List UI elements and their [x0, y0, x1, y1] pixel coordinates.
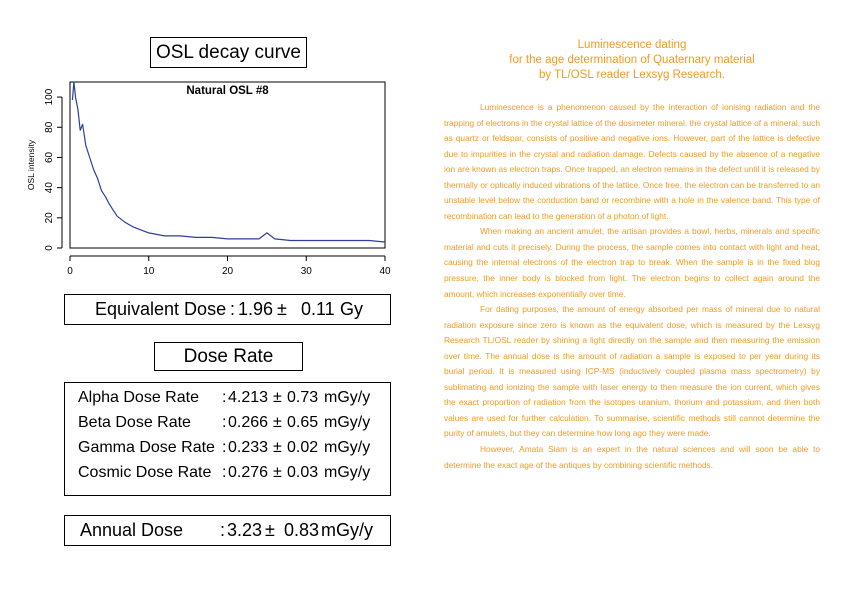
dose-rate-label: Beta Dose Rate [78, 414, 191, 431]
dose-rate-pm: ± [273, 439, 282, 456]
equivalent-dose-box [64, 294, 391, 325]
dose-rate-error: 0.02 [287, 439, 319, 456]
equivalent-dose-unit: Gy [340, 299, 364, 319]
article [444, 38, 820, 473]
osl-decay-chart [0, 78, 400, 286]
annual-dose-error: 0.83 [284, 520, 320, 540]
y-tick-label: 60 [44, 151, 55, 164]
dose-rate-label: Gamma Dose Rate [78, 439, 215, 456]
equivalent-dose-value: 1.96 [238, 299, 274, 319]
dose-rate-pm: ± [273, 414, 282, 431]
y-tick-label: 20 [44, 212, 55, 224]
equivalent-dose-error: 0.11 [301, 299, 335, 319]
equivalent-dose-colon: : [230, 299, 236, 319]
dose-rate-error: 0.03 [287, 464, 319, 481]
dose-rate-error: 0.65 [287, 414, 319, 431]
dose-rate-colon: : [222, 464, 227, 481]
dose-rate-error: 0.73 [287, 389, 319, 406]
chart-title: Natural OSL #8 [186, 85, 269, 97]
dose-rate-unit: mGy/y [324, 439, 371, 456]
osl-series-line [72, 82, 385, 242]
y-axis-label: OSL intensity [26, 139, 36, 191]
annual-dose-box [64, 515, 391, 546]
dose-rate-value: 0.233 [228, 439, 269, 456]
y-tick-label: 40 [44, 182, 55, 194]
article-paragraph: For dating purposes, the amount of energy absorbed per mass of mineral due to natural radiation exposure since zero is known as the equivalent dose, which is measured by the Lexsyg Research TL/OSL reader by shining a light directly on the sample and then measuring the emission over time. The annual dose is the amount of radiation a sample is exposed to per year during its burial period. It is measured using ICP-MS (inductively coupled plasma mass spectrometry) by sublimating and ionizing the sample with laser energy to then measure the ion current, which gives the exact proportion of radiation from the isotopes uranium, thorium and potassium, and then both values are used for further calculation. To summarise, scientific methods still cannot determine the purity of amulets, but they can determine how long ago they were made. [444, 304, 820, 439]
x-tick-label: 20 [221, 266, 234, 277]
equivalent-dose-label: Equivalent Dose [95, 299, 227, 319]
dose-rate-value: 0.266 [228, 414, 269, 431]
dose-rate-label: Alpha Dose Rate [78, 389, 199, 406]
dose-rate-pm: ± [273, 389, 282, 406]
article-heading-line: for the age determination of Quaternary material [509, 54, 755, 66]
dose-rate-unit: mGy/y [324, 414, 371, 431]
dose-rate-box [64, 382, 391, 496]
article-paragraph: However, Amata Siam is an expert in the natural sciences and will soon be able to determine the exact age of the antiques by combining scientific methods. [444, 444, 820, 470]
article-heading [444, 38, 820, 83]
dose-rate-colon: : [222, 414, 227, 431]
y-tick-label: 100 [44, 88, 55, 106]
x-tick-label: 40 [379, 266, 391, 277]
osl-decay-curve-title: OSL decay curve [150, 37, 307, 68]
article-heading-line: by TL/OSL reader Lexsyg Research. [538, 69, 725, 81]
x-tick-label: 10 [143, 266, 155, 277]
dose-rate-unit: mGy/y [324, 464, 371, 481]
dose-rate-label: Cosmic Dose Rate [78, 464, 212, 481]
annual-dose-pm: ± [265, 520, 275, 540]
article-heading-line: Luminescence dating [577, 39, 687, 51]
dose-rate-value: 4.213 [228, 389, 269, 406]
annual-dose-unit: mGy/y [321, 520, 373, 540]
x-tick-label: 0 [67, 266, 73, 277]
article-paragraph: When making an ancient amulet, the artisan provides a bowl, herbs, minerals and specific material and cuts it precisely. During the process, the sample comes into contact with light and heat, causing the internal electrons of the electron trap to break. When the sample is in the fixed blog pressure, the inner body is blocked from light. The electron begins to collect again around the amount, which increases exponentially over time. [444, 226, 820, 299]
dose-rate-pm: ± [273, 464, 282, 481]
dose-rate-title: Dose Rate [154, 342, 303, 371]
equivalent-dose-pm: ± [277, 299, 287, 319]
annual-dose-colon: : [220, 520, 226, 540]
x-tick-label: 30 [300, 266, 312, 277]
dose-rate-colon: : [222, 439, 227, 456]
article-paragraph: Luminescence is a phenomenon caused by the interaction of ionising radiation and the trapping of electrons in the crystal lattice of the dosimeter mineral. the crystal lattice of a mineral, such as quartz or feldspar, consists of positive and negative ions. However, part of the lattice is defective due to impurities in the crystal and radiation damage. Defects caused by the absence of a negative ion are known as electron traps. Once trapped, an electron remains in the defect until it is released by thermally or optically induced vibrations of the lattice. Once free, the electron can be transferred to an unstable level below the conduction band or recombine with a hole in the valence band. This type of recombination can lead to the generation of a photon of light. [444, 102, 820, 221]
y-tick-label: 0 [44, 245, 55, 251]
dose-rate-colon: : [222, 389, 227, 406]
y-tick-label: 80 [44, 121, 55, 133]
annual-dose-value: 3.23 [227, 520, 263, 540]
annual-dose-label: Annual Dose [80, 520, 184, 540]
dose-rate-unit: mGy/y [324, 389, 371, 406]
dose-rate-value: 0.276 [228, 464, 269, 481]
plot-frame [70, 82, 385, 248]
